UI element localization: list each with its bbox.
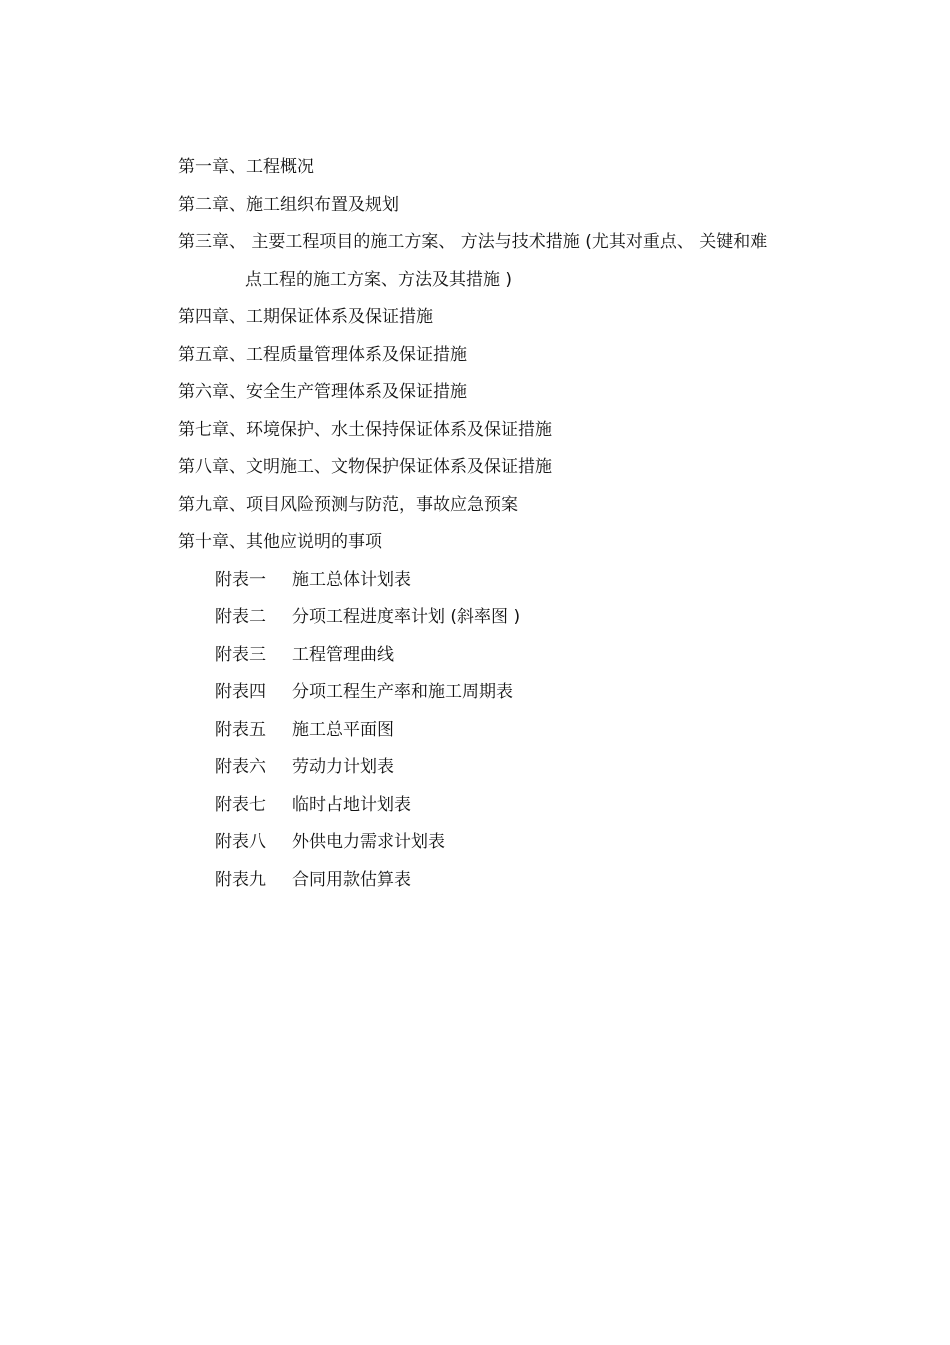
appendix-title: 劳动力计划表 (292, 757, 394, 777)
toc-appendix-8 (178, 831, 818, 853)
appendix-title: 施工总平面图 (292, 719, 394, 740)
appendix-title: 临时占地计划表 (292, 794, 411, 815)
appendix-label: 附表二 (215, 607, 266, 627)
toc-appendix-3 (178, 644, 818, 666)
appendix-label: 附表六 (215, 757, 266, 777)
toc-appendix-9 (178, 869, 818, 891)
appendix-label: 附表一 (215, 569, 266, 590)
toc-chapter-6: 第六章、安全生产管理体系及保证措施 (178, 382, 467, 402)
table-of-contents (178, 156, 818, 906)
toc-appendix-5 (178, 719, 818, 741)
appendix-title: 分项工程生产率和施工周期表 (292, 682, 513, 702)
toc-chapter-2: 第二章、施工组织布置及规划 (178, 194, 399, 215)
appendix-label: 附表五 (215, 719, 266, 740)
toc-chapter-5: 第五章、工程质量管理体系及保证措施 (178, 344, 467, 365)
toc-chapter-4: 第四章、工期保证体系及保证措施 (178, 307, 433, 327)
appendix-label: 附表九 (215, 869, 266, 890)
appendix-title: 合同用款估算表 (292, 869, 411, 890)
appendix-label: 附表四 (215, 682, 266, 702)
appendix-title: 外供电力需求计划表 (292, 832, 445, 852)
appendix-title: 分项工程进度率计划 (斜率图 ) (292, 607, 521, 627)
appendix-label: 附表三 (215, 644, 266, 665)
toc-appendix-1 (178, 569, 818, 591)
toc-appendix-7 (178, 794, 818, 816)
appendix-label: 附表七 (215, 794, 266, 815)
toc-chapter-10: 第十章、其他应说明的事项 (178, 532, 382, 552)
toc-chapter-3-continued: 点工程的施工方案、方法及其措施 ) (245, 269, 513, 290)
toc-appendix-6 (178, 756, 818, 778)
toc-chapter-8: 第八章、文明施工、文物保护保证体系及保证措施 (178, 457, 552, 477)
toc-chapter-1: 第一章、工程概况 (178, 157, 314, 177)
toc-chapter-3: 第三章、 主要工程项目的施工方案、 方法与技术措施 (尤其对重点、 关键和难 (178, 232, 768, 252)
toc-chapter-7: 第七章、环境保护、水土保持保证体系及保证措施 (178, 419, 552, 440)
toc-appendix-4 (178, 681, 818, 703)
toc-chapter-9: 第九章、项目风险预测与防范，事故应急预案 (178, 494, 518, 515)
appendix-label: 附表八 (215, 832, 266, 852)
appendix-title: 施工总体计划表 (292, 569, 411, 590)
toc-appendix-2 (178, 606, 818, 628)
appendix-title: 工程管理曲线 (292, 644, 394, 665)
